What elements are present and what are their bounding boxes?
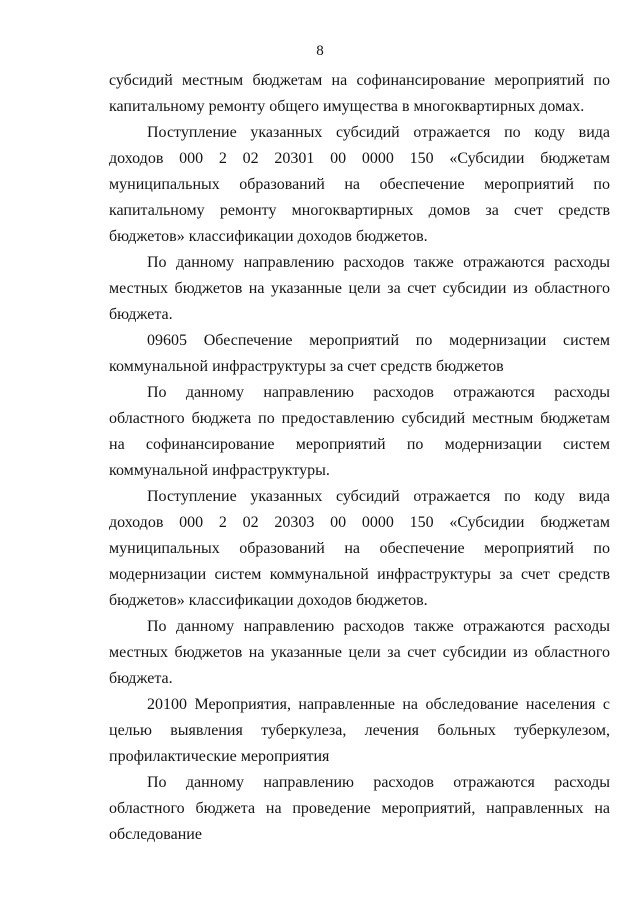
paragraph-local-budget-expenses-2: По данному направлению расходов также отражаются расходы местных бюджетов на указанные цели за счет субсидии из областного бюджета. [109, 618, 610, 687]
section-heading-09605: 09605 Обеспечение мероприятий по модернизации систем коммунальной инфраструктуры за счет средств бюджетов [109, 332, 610, 375]
paragraph-local-budget-expenses-1: По данному направлению расходов также отражаются расходы местных бюджетов на указанные цели за счет субсидии из областного бюджета. [109, 254, 610, 323]
section-heading-20100: 20100 Мероприятия, направленные на обследование населения с целью выявления туберкулеза, лечения больных туберкулезом, профилактические мероприятия [109, 696, 610, 765]
page-number: 8 [316, 43, 324, 59]
paragraph-continuation: субсидий местным бюджетам на софинансирование мероприятий по капитальному ремонту общего имущества в многоквартирных домах. [109, 72, 610, 115]
paragraph-income-code-utilities: Поступление указанных субсидий отражается по коду вида доходов 000 2 02 20303 00 0000 150 «Субсидии бюджетам муниципальных образований на обеспечение мероприятий по модернизации систем коммунальной инфраструктуры за счет средств бюджетов» классификации доходов бюджетов. [109, 488, 610, 609]
paragraph-income-code-capital-repair: Поступление указанных субсидий отражается по коду вида доходов 000 2 02 20301 00 0000 150 «Субсидии бюджетам муниципальных образований на обеспечение мероприятий по капитальному ремонту многоквартирных домов за счет средств бюджетов» классификации доходов бюджетов. [109, 124, 610, 245]
document-body [109, 68, 610, 848]
paragraph-regional-budget-expenses-1: По данному направлению расходов отражаются расходы областного бюджета по предоставлению субсидий местным бюджетам на софинансирование мероприятий по модернизации систем коммунальной инфраструктуры. [109, 384, 610, 479]
paragraph-regional-budget-expenses-2: По данному направлению расходов отражаются расходы областного бюджета на проведение мероприятий, направленных на обследование [109, 774, 610, 843]
